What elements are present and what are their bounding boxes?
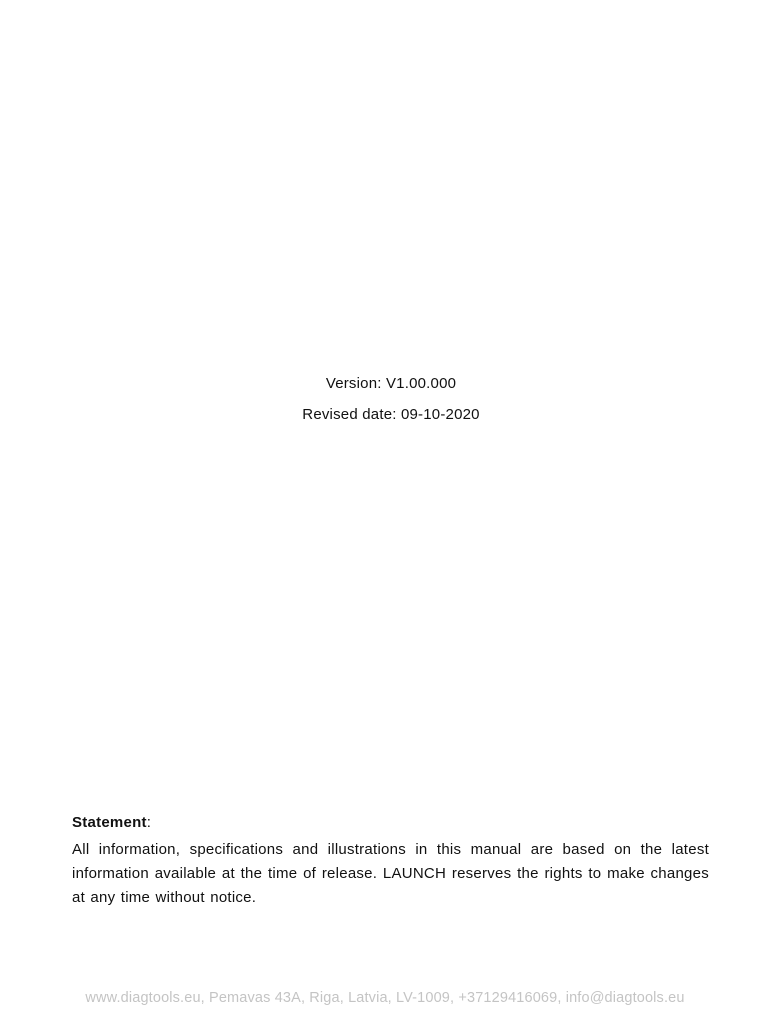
statement-section [72, 812, 709, 910]
page-footer: www.diagtools.eu, Pemavas 43A, Riga, Latvia, LV-1009, +37129416069, info@diagtools.eu [85, 990, 685, 1006]
version-line: Version: V1.00.000 [325, 375, 457, 392]
version-info [0, 368, 770, 430]
statement-body: All information, specifications and illustrations in this manual are based on the latest information available at the time of release. LAUNCH reserves the rights to make changes at any time without notice. [72, 841, 709, 906]
statement-heading [72, 812, 709, 834]
statement-heading-colon: : [146, 814, 152, 831]
revised-date-line: Revised date: 09-10-2020 [302, 406, 480, 423]
statement-heading-label: Statement [72, 814, 147, 831]
